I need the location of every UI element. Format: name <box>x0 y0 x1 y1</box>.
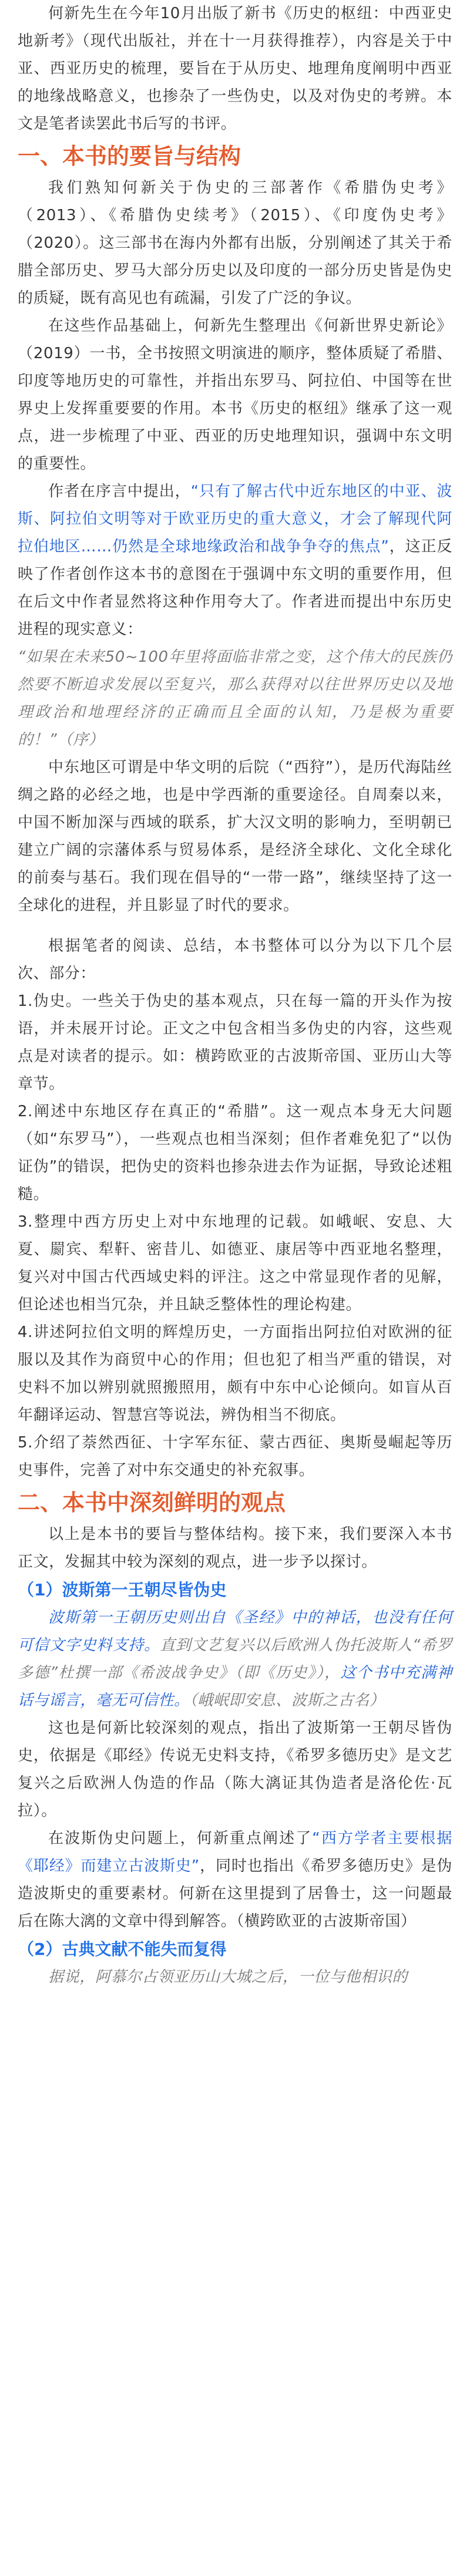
section-1-paragraph-1: 我们熟知何新关于伪史的三部著作《希腊伪史考》（2013）、《希腊伪史续考》（2015）、《印度伪史考》（2020）。这三部书在海内外都有出版，分别阐述了其关于希腊全部历史、罗马大部分历史以及印度的一部分历史皆是伪史的质疑，既有高见也有疏漏，引发了广泛的争议。 <box>18 179 452 307</box>
section-1-heading: 一、本书的要旨与结构 <box>18 143 241 169</box>
intro-paragraph: 何新先生在今年10月出版了新书《历史的枢纽：中西亚史地新考》（现代出版社，并在十一月获得推荐），内容是关于中亚、西亚历史的梳理，要旨在于从历史、地理角度阐明中西亚的地缘战略意义，也掺杂了一些伪史，以及对伪史的考辨。本文是笔者读罢此书后写的书评。 <box>18 5 452 133</box>
subsection-1-paragraph-2 <box>18 1825 452 1935</box>
subsection-1-quote-part-a: 波斯第一王朝历史则出自《圣经》中的神话，也没有任何可信文字史料支持。 <box>18 1609 452 1654</box>
section-1-paragraph-3-end: ，这正反映了作者创作这本书的意图在于强调中东文明的重要作用，但在后文中作者显然将这种作用夸大了。作者进而提出中东历史进程的现实意义： <box>18 538 452 638</box>
structure-item-1: 1.伪史。一些关于伪史的基本观点，只在每一篇的开头作为按语，并未展开讨论。正文之中包含相当多伪史的内容，这些观点是对读者的提示。如：横跨欧亚的古波斯帝国、亚历山大等章节。 <box>18 992 452 1093</box>
subsection-2-quote: 据说，阿慕尔占领亚历山大城之后，一位与他相识的 <box>48 1968 408 1986</box>
subsection-2-heading: （2）古典文献不能失而复得 <box>18 1939 227 1959</box>
subsection-1-quote-part-c: 这个书中充满神话与谣言，毫无可信性。 <box>18 1664 452 1709</box>
spacer <box>18 920 452 932</box>
structure-item-5: 5.介绍了萘然西征、十字军东征、蒙古西征、奥斯曼崛起等历史事件，完善了对中东交通史的补充叙事。 <box>18 1434 452 1479</box>
section-1-paragraph-3-start: 作者在序言中提出， <box>48 483 191 500</box>
subsection-1-paragraph-2-end: ，同时也指出《希罗多德历史》是伪造波斯史的重要素材。何新在这里提到了居鲁士，这一问题最后在陈大漓的文章中得到解答。（横跨欧亚的古波斯帝国） <box>18 1857 453 1930</box>
subsection-1-quote <box>18 1604 452 1715</box>
subsection-1-paragraph-1: 这也是何新比较深刻的观点，指出了波斯第一王朝尽皆伪史，依据是《耶经》传说无史料支持，《希罗多德历史》是文艺复兴之后欧洲人伪造的作品（陈大漓证其伪造者是洛伦佐·瓦拉）。 <box>18 1719 452 1820</box>
preface-quote: “如果在未来50~100年里将面临非常之变，这个伟大的民族仍然要不断追求发展以至复兴，那么获得对以往世界历史以及地理政治和地理经济的正确而且全面的认知，乃是极为重要的！”（序） <box>18 648 452 749</box>
section-1-paragraph-4: 中东地区可谓是中华文明的后院（“西狩”），是历代海陆丝绸之路的必经之地，也是中学西渐的重要途径。自周秦以来，中国不断加深与西域的联系，扩大汉文明的影响力，至明朝已建立广阔的宗藩体系与贸易体系，是经济全球化、文化全球化的前奏与基石。我们现在倡导的“一带一路”，继续坚持了这一全球化的进程，并且影显了时代的要求。 <box>18 759 452 914</box>
section-1-paragraph-3 <box>18 478 452 644</box>
subsection-1-quote-part-d: （峨岷即安息、波斯之古名） <box>189 1692 385 1709</box>
section-2-heading: 二、本书中深刻鲜明的观点 <box>18 1490 286 1516</box>
structure-intro: 根据笔者的阅读、总结，本书整体可以分为以下几个层次、部分： <box>18 937 452 982</box>
structure-item-3: 3.整理中西方历史上对中东地理的记载。如峨岷、安息、大夏、罽宾、犁靬、密昔儿、如德亚、康居等中西亚地名整理，复兴对中国古代西域史料的评注。这之中常显现作者的见解，但论述也相当冗杂，并且缺乏整体性的理论构建。 <box>18 1213 452 1314</box>
article-content <box>18 0 452 1991</box>
structure-item-4: 4.讲述阿拉伯文明的辉煌历史，一方面指出阿拉伯对欧洲的征服以及其作为商贸中心的作用；但也犯了相当严重的错误，对史料不加以辨别就照搬照用，颇有中东中心论倾向。如盲从百年翻译运动、智慧宫等说法，辨伪相当不彻底。 <box>18 1324 452 1424</box>
subsection-1-paragraph-2-start: 在波斯伪史问题上，何新重点阐述了 <box>48 1830 313 1847</box>
author-preface-quote: “只有了解古代中近东地区的中亚、波斯、阿拉伯文明等对于欧亚历史的重大意义，才会了解现代阿拉伯地区……仍然是全球地缘政治和战争争夺的焦点” <box>18 483 453 555</box>
subsection-1-heading: （1）波斯第一王朝尽皆伪史 <box>18 1580 227 1600</box>
section-2-paragraph-1: 以上是本书的要旨与整体结构。接下来，我们要深入本书正文，发掘其中较为深刻的观点，进一步予以探讨。 <box>18 1526 452 1571</box>
subsection-1-highlight: “西方学者主要根据《耶经》而建立古波斯史” <box>18 1830 452 1875</box>
structure-item-2: 2.阐述中东地区存在真正的“希腊”。这一观点本身无大问题（如“东罗马”），一些观点也相当深刻；但作者难免犯了“以伪证伪”的错误，把伪史的资料也掺杂进去作为证据，导致论述粗糙。 <box>18 1103 452 1203</box>
subsection-1-quote-part-b: 直到文艺复兴以后欧洲人伪托波斯人“希罗多德”杜撰一部《希波战争史》（即《历史》）， <box>18 1636 453 1682</box>
section-1-paragraph-2: 在这些作品基础上，何新先生整理出《何新世界史新论》（2019）一书，全书按照文明演进的顺序，整体质疑了希腊、印度等地历史的可靠性，并指出东罗马、阿拉伯、中国等在世界史上发挥重要要的作用。本书《历史的枢纽》继承了这一观点，进一步梳理了中亚、西亚的历史地理知识，强调中东文明的重要性。 <box>18 317 452 473</box>
